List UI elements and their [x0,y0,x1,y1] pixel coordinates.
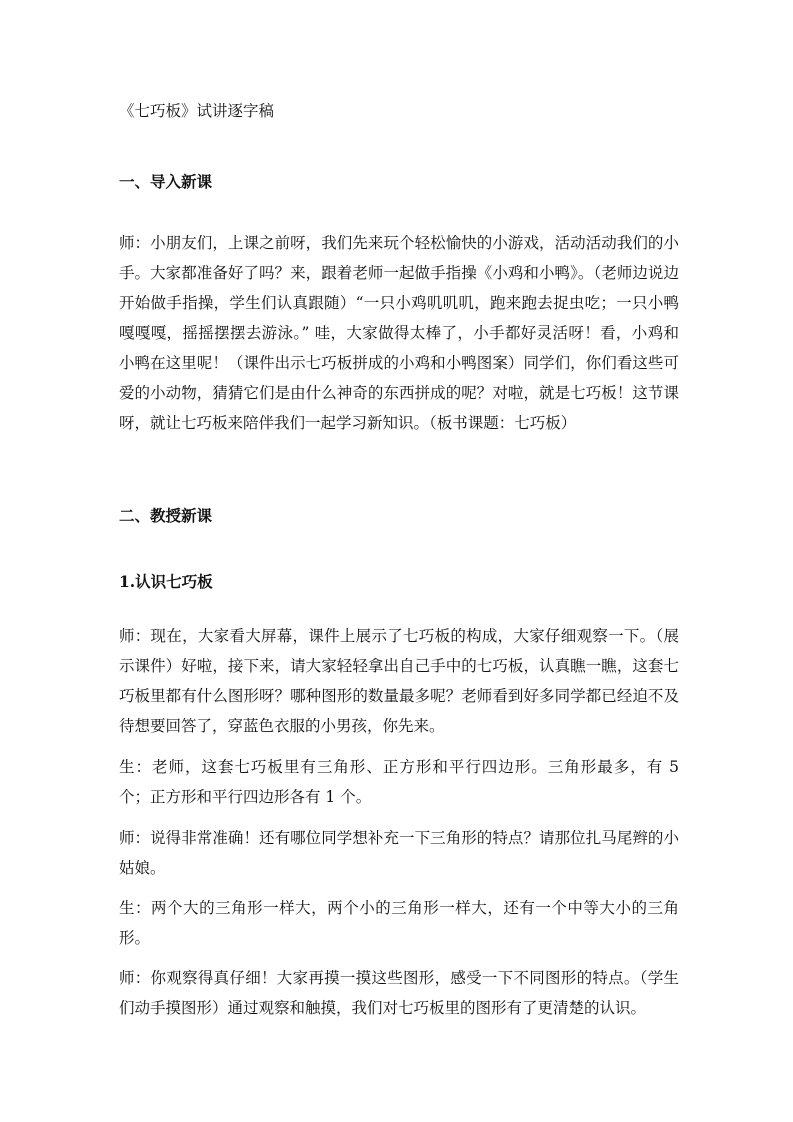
dialogue-paragraph: 生：两个大的三角形一样大，两个小的三角形一样大，还有一个中等大小的三角形。 [119,899,679,947]
dialogue-paragraph: 师：你观察得真仔细！大家再摸一摸这些图形，感受一下不同图形的特点。（学生们动手摸图形）通过观察和触摸，我们对七巧板里的图形有了更清楚的认识。 [119,969,679,1017]
section-heading-teaching: 二、教授新课 [119,506,213,525]
intro-paragraph: 师：小朋友们，上课之前呀，我们先来玩个轻松愉快的小游戏，活动活动我们的小手。大家都准备好了吗？来，跟着老师一起做手指操《小鸡和小鸭》。（老师边说边开始做手指操，学生们认真跟随）“一只小鸡叽叽叽，跑来跑去捉虫吃；一只小鸭嘎嘎嘎，摇摇摆摆去游泳。” 哇，大家做得太棒了，小手都好灵活呀！看，小鸡和小鸭在这里呢！（课件出示七巧板拼成的小鸡和小鸭图案）同学们，你们看这些可爱的小动物，猜猜它们是由什么神奇的东西拼成的呢？对啦，就是七巧板！这节课呀，就让七巧板来陪伴我们一起学习新知识。（板书课题：七巧板） [119,234,679,432]
document-title: 《七巧板》试讲逐字稿 [119,102,275,120]
subsection-heading-recognize: 1.认识七巧板 [119,572,213,591]
section-heading-intro: 一、导入新课 [119,172,213,191]
dialogue-paragraph: 师：说得非常准确！还有哪位同学想补充一下三角形的特点？请那位扎马尾辫的小姑娘。 [119,829,679,877]
dialogue-paragraph: 生：老师，这套七巧板里有三角形、正方形和平行四边形。三角形最多，有 5 个；正方形和平行四边形各有 1 个。 [119,758,679,806]
dialogue-paragraph: 师：现在，大家看大屏幕，课件上展示了七巧板的构成，大家仔细观察一下。（展示课件）好啦，接下来，请大家轻轻拿出自己手中的七巧板，认真瞧一瞧，这套七巧板里都有什么图形呀？哪种图形的数量最多呢？老师看到好多同学都已经迫不及待想要回答了，穿蓝色衣服的小男孩，你先来。 [119,627,679,735]
